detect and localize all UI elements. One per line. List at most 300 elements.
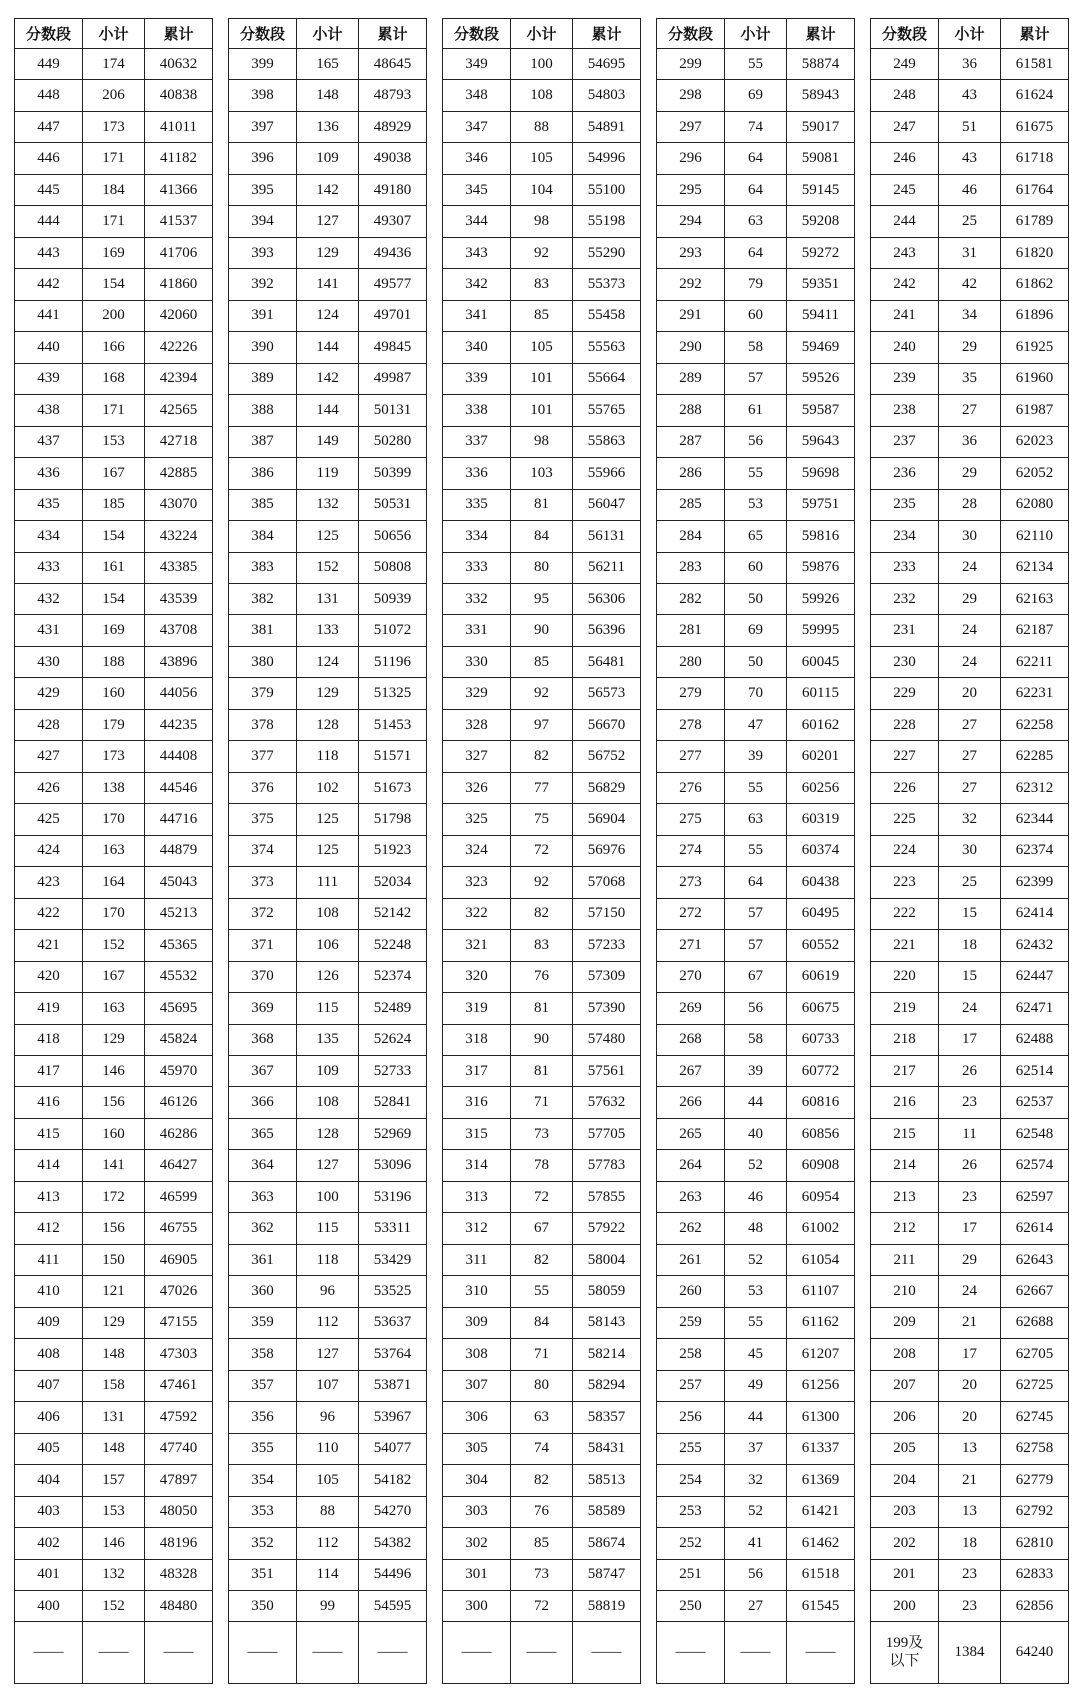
cumulative-cell: 61300 [787,1402,855,1433]
count-cell: 76 [511,1496,573,1527]
score-band-cell: 309 [443,1307,511,1338]
score-band-cell: 227 [871,741,939,772]
cumulative-cell: 57150 [573,898,641,929]
score-band-cell: 301 [443,1559,511,1590]
score-band-cell: 300 [443,1590,511,1621]
cumulative-cell: 62432 [1001,930,1069,961]
cumulative-cell: 54891 [573,111,641,142]
score-band-cell: 307 [443,1370,511,1401]
cumulative-cell: 49436 [359,237,427,268]
score-band-cell: 408 [15,1339,83,1370]
cumulative-cell: 58513 [573,1465,641,1496]
count-cell: 74 [511,1433,573,1464]
score-band-cell: 354 [229,1465,297,1496]
score-band-cell: 252 [657,1528,725,1559]
column-gap [641,741,657,772]
column-gap [213,930,229,961]
count-header: 小计 [511,19,573,49]
count-cell: 111 [297,867,359,898]
score-band-cell: 424 [15,835,83,866]
cumulative-cell: 55863 [573,426,641,457]
cumulative-cell: 44879 [145,835,213,866]
table-row [15,993,1069,1024]
cumulative-cell: 64240 [1001,1622,1069,1684]
cumulative-cell: 57309 [573,961,641,992]
count-cell: 105 [297,1465,359,1496]
score-band-cell: 240 [871,332,939,363]
cumulative-cell: 61421 [787,1496,855,1527]
count-cell: 72 [511,835,573,866]
count-cell: 168 [83,363,145,394]
count-cell: 144 [297,395,359,426]
cumulative-cell: 62643 [1001,1244,1069,1275]
count-cell: 126 [297,961,359,992]
cumulative-cell: 52142 [359,898,427,929]
count-cell: 114 [297,1559,359,1590]
score-band-cell: 397 [229,111,297,142]
column-gap [213,237,229,268]
cumulative-cell: 61518 [787,1559,855,1590]
cumulative-cell: 59816 [787,521,855,552]
count-cell: 55 [725,458,787,489]
score-band-cell: 442 [15,269,83,300]
cumulative-cell: 54270 [359,1496,427,1527]
count-cell: 25 [939,206,1001,237]
count-cell: —— [511,1622,573,1684]
cumulative-cell: 56396 [573,615,641,646]
cumulative-cell: 61896 [1001,300,1069,331]
score-band-cell: 361 [229,1244,297,1275]
column-gap [213,363,229,394]
score-band-cell: 390 [229,332,297,363]
count-cell: 37 [725,1433,787,1464]
score-band-cell: 323 [443,867,511,898]
cumulative-cell: 54496 [359,1559,427,1590]
score-band-cell: 386 [229,458,297,489]
cumulative-cell: 47026 [145,1276,213,1307]
table-row [15,930,1069,961]
summary-row [15,1622,1069,1684]
count-cell: 36 [939,426,1001,457]
count-cell: 55 [511,1276,573,1307]
count-cell: 80 [511,1370,573,1401]
table-row [15,332,1069,363]
score-band-cell: 356 [229,1402,297,1433]
count-cell: 32 [939,804,1001,835]
score-band-cell: 244 [871,206,939,237]
table-row [15,804,1069,835]
cumulative-cell: 60675 [787,993,855,1024]
column-gap [213,426,229,457]
column-gap [855,1590,871,1621]
count-cell: 105 [511,332,573,363]
count-cell: 112 [297,1528,359,1559]
count-cell: 132 [83,1559,145,1590]
cumulative-cell: 62779 [1001,1465,1069,1496]
count-cell: 108 [297,898,359,929]
count-cell: 157 [83,1465,145,1496]
count-cell: 69 [725,615,787,646]
count-cell: 144 [297,332,359,363]
score-band-cell: 438 [15,395,83,426]
score-band-cell: 222 [871,898,939,929]
table-row [15,1087,1069,1118]
count-cell: 161 [83,552,145,583]
score-band-cell: 407 [15,1370,83,1401]
count-cell: 75 [511,804,573,835]
column-gap [213,395,229,426]
column-gap [641,1056,657,1087]
score-band-cell: 440 [15,332,83,363]
column-gap [855,363,871,394]
score-band-cell: 231 [871,615,939,646]
column-gap [213,1496,229,1527]
score-band-cell: 250 [657,1590,725,1621]
column-gap [855,1024,871,1055]
count-cell: 53 [725,489,787,520]
count-cell: 48 [725,1213,787,1244]
cumulative-cell: 54182 [359,1465,427,1496]
count-cell: 118 [297,741,359,772]
count-cell: 31 [939,237,1001,268]
count-header: 小计 [297,19,359,49]
cumulative-cell: 61862 [1001,269,1069,300]
score-band-cell: 346 [443,143,511,174]
cumulative-cell: 49307 [359,206,427,237]
cumulative-cell: 62833 [1001,1559,1069,1590]
count-cell: 11 [939,1118,1001,1149]
cumulative-cell: 61337 [787,1433,855,1464]
column-gap [855,426,871,457]
cumulative-cell: 48480 [145,1590,213,1621]
cumulative-cell: 46126 [145,1087,213,1118]
score-band-cell: 272 [657,898,725,929]
score-band-cell: 218 [871,1024,939,1055]
score-band-cell: 225 [871,804,939,835]
column-gap [641,1307,657,1338]
count-cell: 96 [297,1276,359,1307]
score-band-cell: 335 [443,489,511,520]
count-cell: 55 [725,49,787,80]
column-gap [641,898,657,929]
column-gap [641,583,657,614]
cumulative-cell: 45532 [145,961,213,992]
table-row [15,174,1069,205]
score-band-cell: 416 [15,1087,83,1118]
cumulative-cell: 43708 [145,615,213,646]
cumulative-cell: 60552 [787,930,855,961]
column-gap [641,835,657,866]
score-band-cell: 446 [15,143,83,174]
score-band-cell: 273 [657,867,725,898]
column-gap [641,804,657,835]
score-band-cell: 382 [229,583,297,614]
count-cell: 121 [83,1276,145,1307]
score-band-cell: 417 [15,1056,83,1087]
column-gap [855,1056,871,1087]
table-row [15,709,1069,740]
cumulative-cell: 58004 [573,1244,641,1275]
count-cell: 154 [83,521,145,552]
count-cell: 105 [511,143,573,174]
count-cell: 92 [511,867,573,898]
score-band-cell: 434 [15,521,83,552]
score-band-cell: 266 [657,1087,725,1118]
cumulative-cell: 53429 [359,1244,427,1275]
score-band-cell: 443 [15,237,83,268]
cumulative-cell: 62258 [1001,709,1069,740]
score-band-cell: 322 [443,898,511,929]
count-cell: 65 [725,521,787,552]
cumulative-cell: 53096 [359,1150,427,1181]
count-cell: 67 [725,961,787,992]
count-cell: 160 [83,1118,145,1149]
score-band-cell: 371 [229,930,297,961]
column-gap [213,1465,229,1496]
count-cell: 13 [939,1433,1001,1464]
score-band-cell: 375 [229,804,297,835]
score-band-cell: 308 [443,1339,511,1370]
cumulative-cell: 59145 [787,174,855,205]
column-gap [855,1276,871,1307]
count-cell: 83 [511,269,573,300]
column-gap [855,206,871,237]
score-band-cell: 374 [229,835,297,866]
count-cell: 82 [511,1244,573,1275]
column-gap [427,237,443,268]
column-gap [427,835,443,866]
score-band-cell: 411 [15,1244,83,1275]
score-band-cell: 420 [15,961,83,992]
cumulative-cell: 59208 [787,206,855,237]
score-band-cell: 403 [15,1496,83,1527]
count-cell: 148 [297,80,359,111]
column-gap [427,489,443,520]
count-cell: 29 [939,1244,1001,1275]
cumulative-cell: 60162 [787,709,855,740]
column-gap [641,1087,657,1118]
cumulative-cell: 59876 [787,552,855,583]
count-cell: 41 [725,1528,787,1559]
count-cell: 101 [511,363,573,394]
score-band-cell: 294 [657,206,725,237]
table-row [15,1528,1069,1559]
count-cell: 32 [725,1465,787,1496]
column-gap [855,49,871,80]
score-band-cell: 258 [657,1339,725,1370]
column-gap [855,867,871,898]
cumulative-cell: 51453 [359,709,427,740]
table-row [15,961,1069,992]
cumulative-cell: 62792 [1001,1496,1069,1527]
count-cell: 133 [297,615,359,646]
column-gap [855,1181,871,1212]
score-band-cell: 393 [229,237,297,268]
column-gap [427,993,443,1024]
column-gap [641,1118,657,1149]
count-cell: 153 [83,426,145,457]
cumulative-cell: 55100 [573,174,641,205]
score-band-cell: 280 [657,646,725,677]
cumulative-cell: 41366 [145,174,213,205]
column-gap [641,552,657,583]
count-cell: 55 [725,772,787,803]
column-gap [213,1087,229,1118]
cumulative-cell: 49845 [359,332,427,363]
column-gap [427,804,443,835]
count-cell: 46 [725,1181,787,1212]
score-band-cell: 264 [657,1150,725,1181]
column-gap [427,1528,443,1559]
cumulative-cell: 58674 [573,1528,641,1559]
column-gap [855,269,871,300]
score-band-cell: 247 [871,111,939,142]
score-band-cell: —— [443,1622,511,1684]
score-band-cell: 351 [229,1559,297,1590]
score-band-cell: 223 [871,867,939,898]
table-row [15,552,1069,583]
score-band-cell: 208 [871,1339,939,1370]
count-cell: 108 [297,1087,359,1118]
cumulative-cell: 55765 [573,395,641,426]
score-band-cell: 402 [15,1528,83,1559]
score-band-cell: 432 [15,583,83,614]
column-gap [213,332,229,363]
score-band-cell: 241 [871,300,939,331]
score-band-cell: 315 [443,1118,511,1149]
cumulative-cell: 58874 [787,49,855,80]
count-cell: 36 [939,49,1001,80]
score-distribution-page [14,18,1066,1684]
score-band-cell: 355 [229,1433,297,1464]
score-band-cell: 423 [15,867,83,898]
table-row [15,1307,1069,1338]
count-cell: 43 [939,80,1001,111]
cumulative-cell: 56306 [573,583,641,614]
cumulative-cell: 54382 [359,1528,427,1559]
cumulative-cell: 61789 [1001,206,1069,237]
score-band-cell: 328 [443,709,511,740]
count-cell: 27 [939,395,1001,426]
cumulative-cell: 62705 [1001,1339,1069,1370]
column-gap [213,80,229,111]
count-cell: 24 [939,646,1001,677]
score-band-cell: 339 [443,363,511,394]
column-gap [427,1276,443,1307]
cumulative-cell: 58943 [787,80,855,111]
column-gap [855,1496,871,1527]
score-band-cell: 331 [443,615,511,646]
table-row [15,1370,1069,1401]
score-band-cell: 431 [15,615,83,646]
table-row [15,426,1069,457]
score-band-cell: 310 [443,1276,511,1307]
table-row [15,1024,1069,1055]
count-cell: 184 [83,174,145,205]
score-band-cell: 293 [657,237,725,268]
count-cell: 98 [511,206,573,237]
count-cell: 90 [511,615,573,646]
count-cell: 141 [83,1150,145,1181]
count-cell: 127 [297,206,359,237]
score-band-cell: 224 [871,835,939,866]
cumulative-cell: 62344 [1001,804,1069,835]
column-gap [855,458,871,489]
cumulative-cell: 62080 [1001,489,1069,520]
table-row [15,898,1069,929]
score-band-cell: 338 [443,395,511,426]
count-cell: 20 [939,1370,1001,1401]
score-band-cell: 210 [871,1276,939,1307]
cumulative-cell: 54077 [359,1433,427,1464]
score-band-cell: 278 [657,709,725,740]
column-gap [855,1559,871,1590]
score-band-cell: 306 [443,1402,511,1433]
cumulative-cell: —— [359,1622,427,1684]
cumulative-cell: 62745 [1001,1402,1069,1433]
column-gap [427,772,443,803]
column-gap [427,1433,443,1464]
column-gap [213,1024,229,1055]
cumulative-cell: 48050 [145,1496,213,1527]
column-gap [641,111,657,142]
score-band-cell: 345 [443,174,511,205]
cumulative-cell: 62285 [1001,741,1069,772]
score-band-cell: 425 [15,804,83,835]
count-cell: 57 [725,363,787,394]
column-gap [641,1370,657,1401]
count-cell: 171 [83,206,145,237]
cumulative-cell: 62187 [1001,615,1069,646]
cumulative-cell: 46427 [145,1150,213,1181]
count-cell: 165 [297,49,359,80]
count-cell: 171 [83,395,145,426]
count-cell: 64 [725,237,787,268]
cumulative-cell: 40632 [145,49,213,80]
count-cell: 81 [511,489,573,520]
cumulative-cell: 51798 [359,804,427,835]
count-cell: 26 [939,1150,1001,1181]
score-band-cell: 284 [657,521,725,552]
count-cell: 82 [511,741,573,772]
count-cell: 78 [511,1150,573,1181]
table-row [15,772,1069,803]
column-gap [641,993,657,1024]
cumulative-cell: 47740 [145,1433,213,1464]
count-cell: 85 [511,300,573,331]
score-band-cell: 327 [443,741,511,772]
cumulative-cell: 60201 [787,741,855,772]
count-cell: 74 [725,111,787,142]
column-gap [641,395,657,426]
cumulative-cell: 62471 [1001,993,1069,1024]
column-gap [855,1402,871,1433]
score-band-cell: 303 [443,1496,511,1527]
count-cell: 84 [511,521,573,552]
cumulative-cell: 62667 [1001,1276,1069,1307]
score-band-cell: 412 [15,1213,83,1244]
column-gap [641,143,657,174]
column-gap [641,19,657,49]
score-band-cell: 200 [871,1590,939,1621]
cumulative-cell: 41011 [145,111,213,142]
column-gap [641,772,657,803]
cumulative-cell: 59995 [787,615,855,646]
column-gap [427,1307,443,1338]
count-cell: 153 [83,1496,145,1527]
count-cell: 73 [511,1559,573,1590]
cumulative-cell: 46755 [145,1213,213,1244]
